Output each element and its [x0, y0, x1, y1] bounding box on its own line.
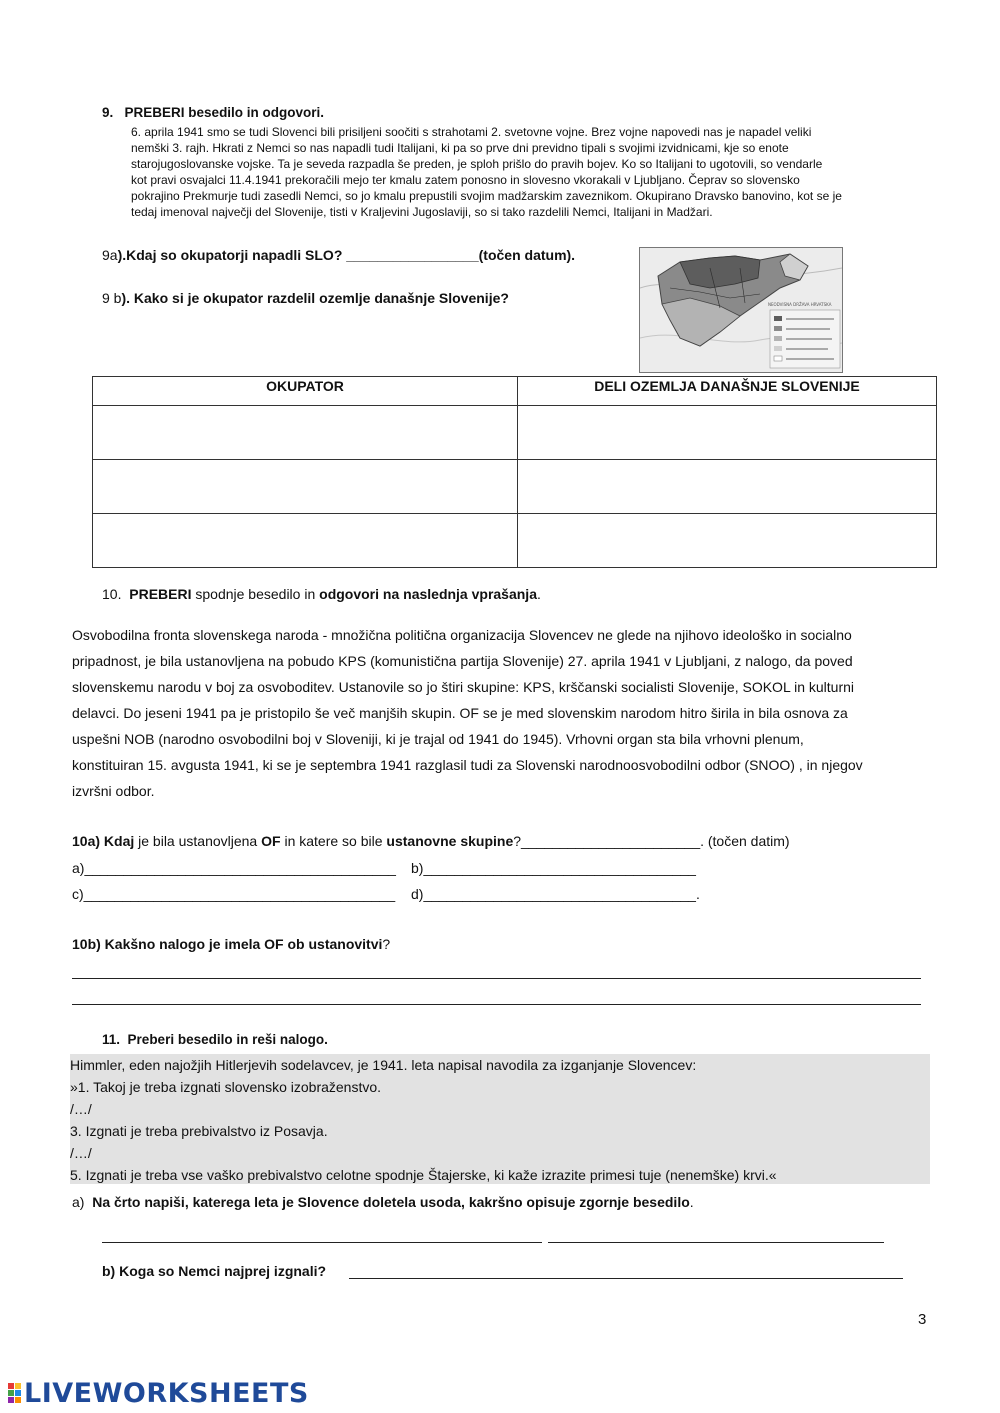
q9a-text: ).Kdaj so okupatorji napadli SLO? _________________(točen datum). — [117, 247, 576, 263]
q9b-text: ). Kako si je okupator razdelil ozemlje današnje Slovenije? — [121, 290, 509, 306]
q10-intro-bold2: odgovori na naslednja vprašanja — [319, 586, 537, 602]
table-cell-okupator[interactable] — [93, 460, 518, 514]
q9-text-line: starojugoslovanske vojske. Ta je seveda razpadla še preden, je sploh prišlo do pravih bojev. Ko so Italijani to ugotovili, so vendarle — [131, 157, 823, 171]
q11-quote-line: »1. Takoj je treba izgnati slovensko izobraženstvo. — [70, 1079, 382, 1095]
table-cell-deli[interactable] — [518, 406, 937, 460]
q9b-prefix: 9 b — [102, 290, 122, 306]
q11a-question — [72, 1194, 694, 1210]
q11-quote-line: 3. Izgnati je treba prebivalstvo iz Posavja. — [70, 1123, 328, 1139]
logo-text: LIVEWORKSHEETS — [24, 1377, 309, 1409]
q10a-answer-d[interactable]: d)___________________________________. — [411, 886, 700, 902]
q10-paragraph-line: delavci. Do jeseni 1941 pa je pristopilo še več manjših skupin. OF se je med slovenskim narodom hitro širila in bila osnova za — [72, 705, 848, 721]
q9-title: PREBERI besedilo in odgovori. — [124, 105, 325, 120]
q9-text — [131, 124, 941, 220]
q10-paragraph-line: Osvobodilna fronta slovenskega naroda - množična politična organizacija Slovencev ne glede na njihovo ideološko in socialno — [72, 627, 852, 643]
q10-number: 10. — [102, 586, 122, 602]
q10b-question — [72, 936, 390, 952]
occupier-table — [92, 376, 937, 568]
q10a-bold-groups: ustanovne skupine — [386, 833, 514, 849]
q10a-bold-of: OF — [261, 833, 281, 849]
q11b-answer-line[interactable] — [349, 1266, 903, 1279]
table-cell-okupator[interactable] — [93, 406, 518, 460]
q10a-text2: in katere so bile — [280, 833, 387, 849]
q10a-question — [72, 833, 790, 849]
q9-heading — [102, 105, 324, 120]
q10b-answer-line-1[interactable] — [72, 964, 921, 979]
q10-paragraph-line: uspešni NOB (narodno osvobodilni boj v Sloveniji, ki je trajal od 1941 do 1945). Vrhovni organ sta bila vrhovni plenum, — [72, 731, 804, 747]
table-header-row — [93, 377, 937, 406]
q10-paragraph-line: konstituiran 15. avgusta 1941, ki se je septembra 1941 razglasil tudi za Slovenski narodnoosvobodilni odbor (SNOO) , in njegov — [72, 757, 863, 773]
q9-number: 9. — [102, 105, 114, 120]
q10a-text1: je bila ustanovljena — [134, 833, 262, 849]
q10a-text3: ?_______________________. (točen datim) — [513, 833, 790, 849]
table-cell-deli[interactable] — [518, 460, 937, 514]
q10b-answer-line-2[interactable] — [72, 990, 921, 1005]
table-row — [93, 514, 937, 568]
map-legend-label: NEODVISNA DRŽAVA HRVATSKA — [768, 302, 832, 307]
q11-quote-box — [70, 1054, 930, 1184]
q9-text-line: 6. aprila 1941 smo se tudi Slovenci bili prisiljeni soočiti s strahotami 2. svetovne vojne. Brez vojne napovedi nas je napadel veliki — [131, 125, 812, 139]
q11-heading — [102, 1032, 328, 1047]
occupation-map-image — [639, 247, 843, 373]
q11b-text: b) Koga so Nemci najprej izgnali? — [102, 1263, 327, 1279]
q10-heading — [102, 586, 541, 602]
q11a-answer-line-1[interactable] — [102, 1230, 542, 1243]
q10a-answer-c[interactable]: c)________________________________________ — [72, 886, 396, 902]
table-header-deli: DELI OZEMLJA DANAŠNJE SLOVENIJE — [518, 377, 937, 406]
q10a-answer-b[interactable]: b)___________________________________ — [411, 860, 696, 876]
q10a-label: 10a) Kdaj — [72, 833, 135, 849]
q11-number: 11. — [102, 1032, 121, 1047]
table-cell-okupator[interactable] — [93, 514, 518, 568]
q11-quote-line: /…/ — [70, 1101, 92, 1117]
q10-intro-bold1: PREBERI — [129, 586, 192, 602]
q9-text-line: pokrajino Prekmurje tudi zasedli Nemci, so jo kmalu prepustili svojim madžarskim zaveznikom. Okupirano Dravsko banovino, kot se je — [131, 189, 842, 203]
q9-text-line: tedaj imenoval največji del Slovenije, tisti v Kraljevini Jugoslaviji, so si tako razdelili Nemci, Italijani in Madžari. — [131, 205, 713, 219]
logo-blocks-icon — [8, 1383, 21, 1403]
table-header-okupator: OKUPATOR — [93, 377, 518, 406]
q9-text-line: nemški 3. rajh. Hkrati z Nemci so nas napadli tudi Italijani, ki pa so prve dni previdno tipali s svojimi izvidnicami, kje so enote — [131, 141, 789, 155]
q11a-text: Na črto napiši, katerega leta je Slovence doletela usoda, kakršno opisuje zgornje besedilo — [92, 1194, 690, 1210]
map-icon — [640, 248, 842, 372]
q11-quote-line: /…/ — [70, 1145, 92, 1161]
q9-text-line: kot pravi osvajalci 11.4.1941 prekoračili mejo ter kmalu zatem ponosno in slovesno vkorakali v Ljubljano. Čeprav so slovensko — [131, 173, 800, 187]
q9b-question — [102, 290, 509, 306]
q10-paragraph-line: izvršni odbor. — [72, 783, 155, 799]
q10-intro-mid: spodnje besedilo in — [191, 586, 320, 602]
q10-paragraph-line: pripadnost, je bila ustanovljena na pobudo KPS (komunistična partija Slovenije) 27. aprila 1941 v Ljubljani, z nalogo, da poved — [72, 653, 853, 669]
table-row — [93, 406, 937, 460]
table-cell-deli[interactable] — [518, 514, 937, 568]
q10b-label: 10b) Kakšno nalogo je imela OF ob ustanovitvi — [72, 936, 383, 952]
q9a-prefix: 9a — [102, 247, 118, 263]
liveworksheets-logo — [8, 1378, 309, 1408]
table-row — [93, 460, 937, 514]
q11a-answer-line-2[interactable] — [548, 1230, 884, 1243]
q10-paragraph — [72, 622, 952, 804]
q11a-end: . — [689, 1194, 694, 1210]
q11-title: Preberi besedilo in reši nalogo. — [127, 1032, 328, 1047]
q11b-question — [102, 1263, 326, 1279]
q9a-answer-blank[interactable] — [363, 246, 508, 264]
q10a-answer-a[interactable]: a)________________________________________ — [72, 860, 396, 876]
q11a-prefix: a) — [72, 1194, 85, 1210]
q11-quote-line: 5. Izgnati je treba vse vaško prebivalstvo celotne spodnje Štajerske, ki kaže izrazite primesi tuje (nenemške) krvi.« — [70, 1167, 777, 1183]
q10-intro-end: . — [536, 586, 541, 602]
page-number: 3 — [918, 1311, 927, 1328]
q11-quote-line: Himmler, eden najožjih Hitlerjevih sodelavcev, je 1941. leta napisal navodila za izganjanje Slovencev: — [70, 1057, 697, 1073]
q10-paragraph-line: slovenskemu narodu v boj za osvoboditev. Ustanovile so jo štiri skupine: KPS, krščanski socialisti Slovenije, SOKOL in kulturni — [72, 679, 855, 695]
q10b-end: ? — [382, 936, 391, 952]
